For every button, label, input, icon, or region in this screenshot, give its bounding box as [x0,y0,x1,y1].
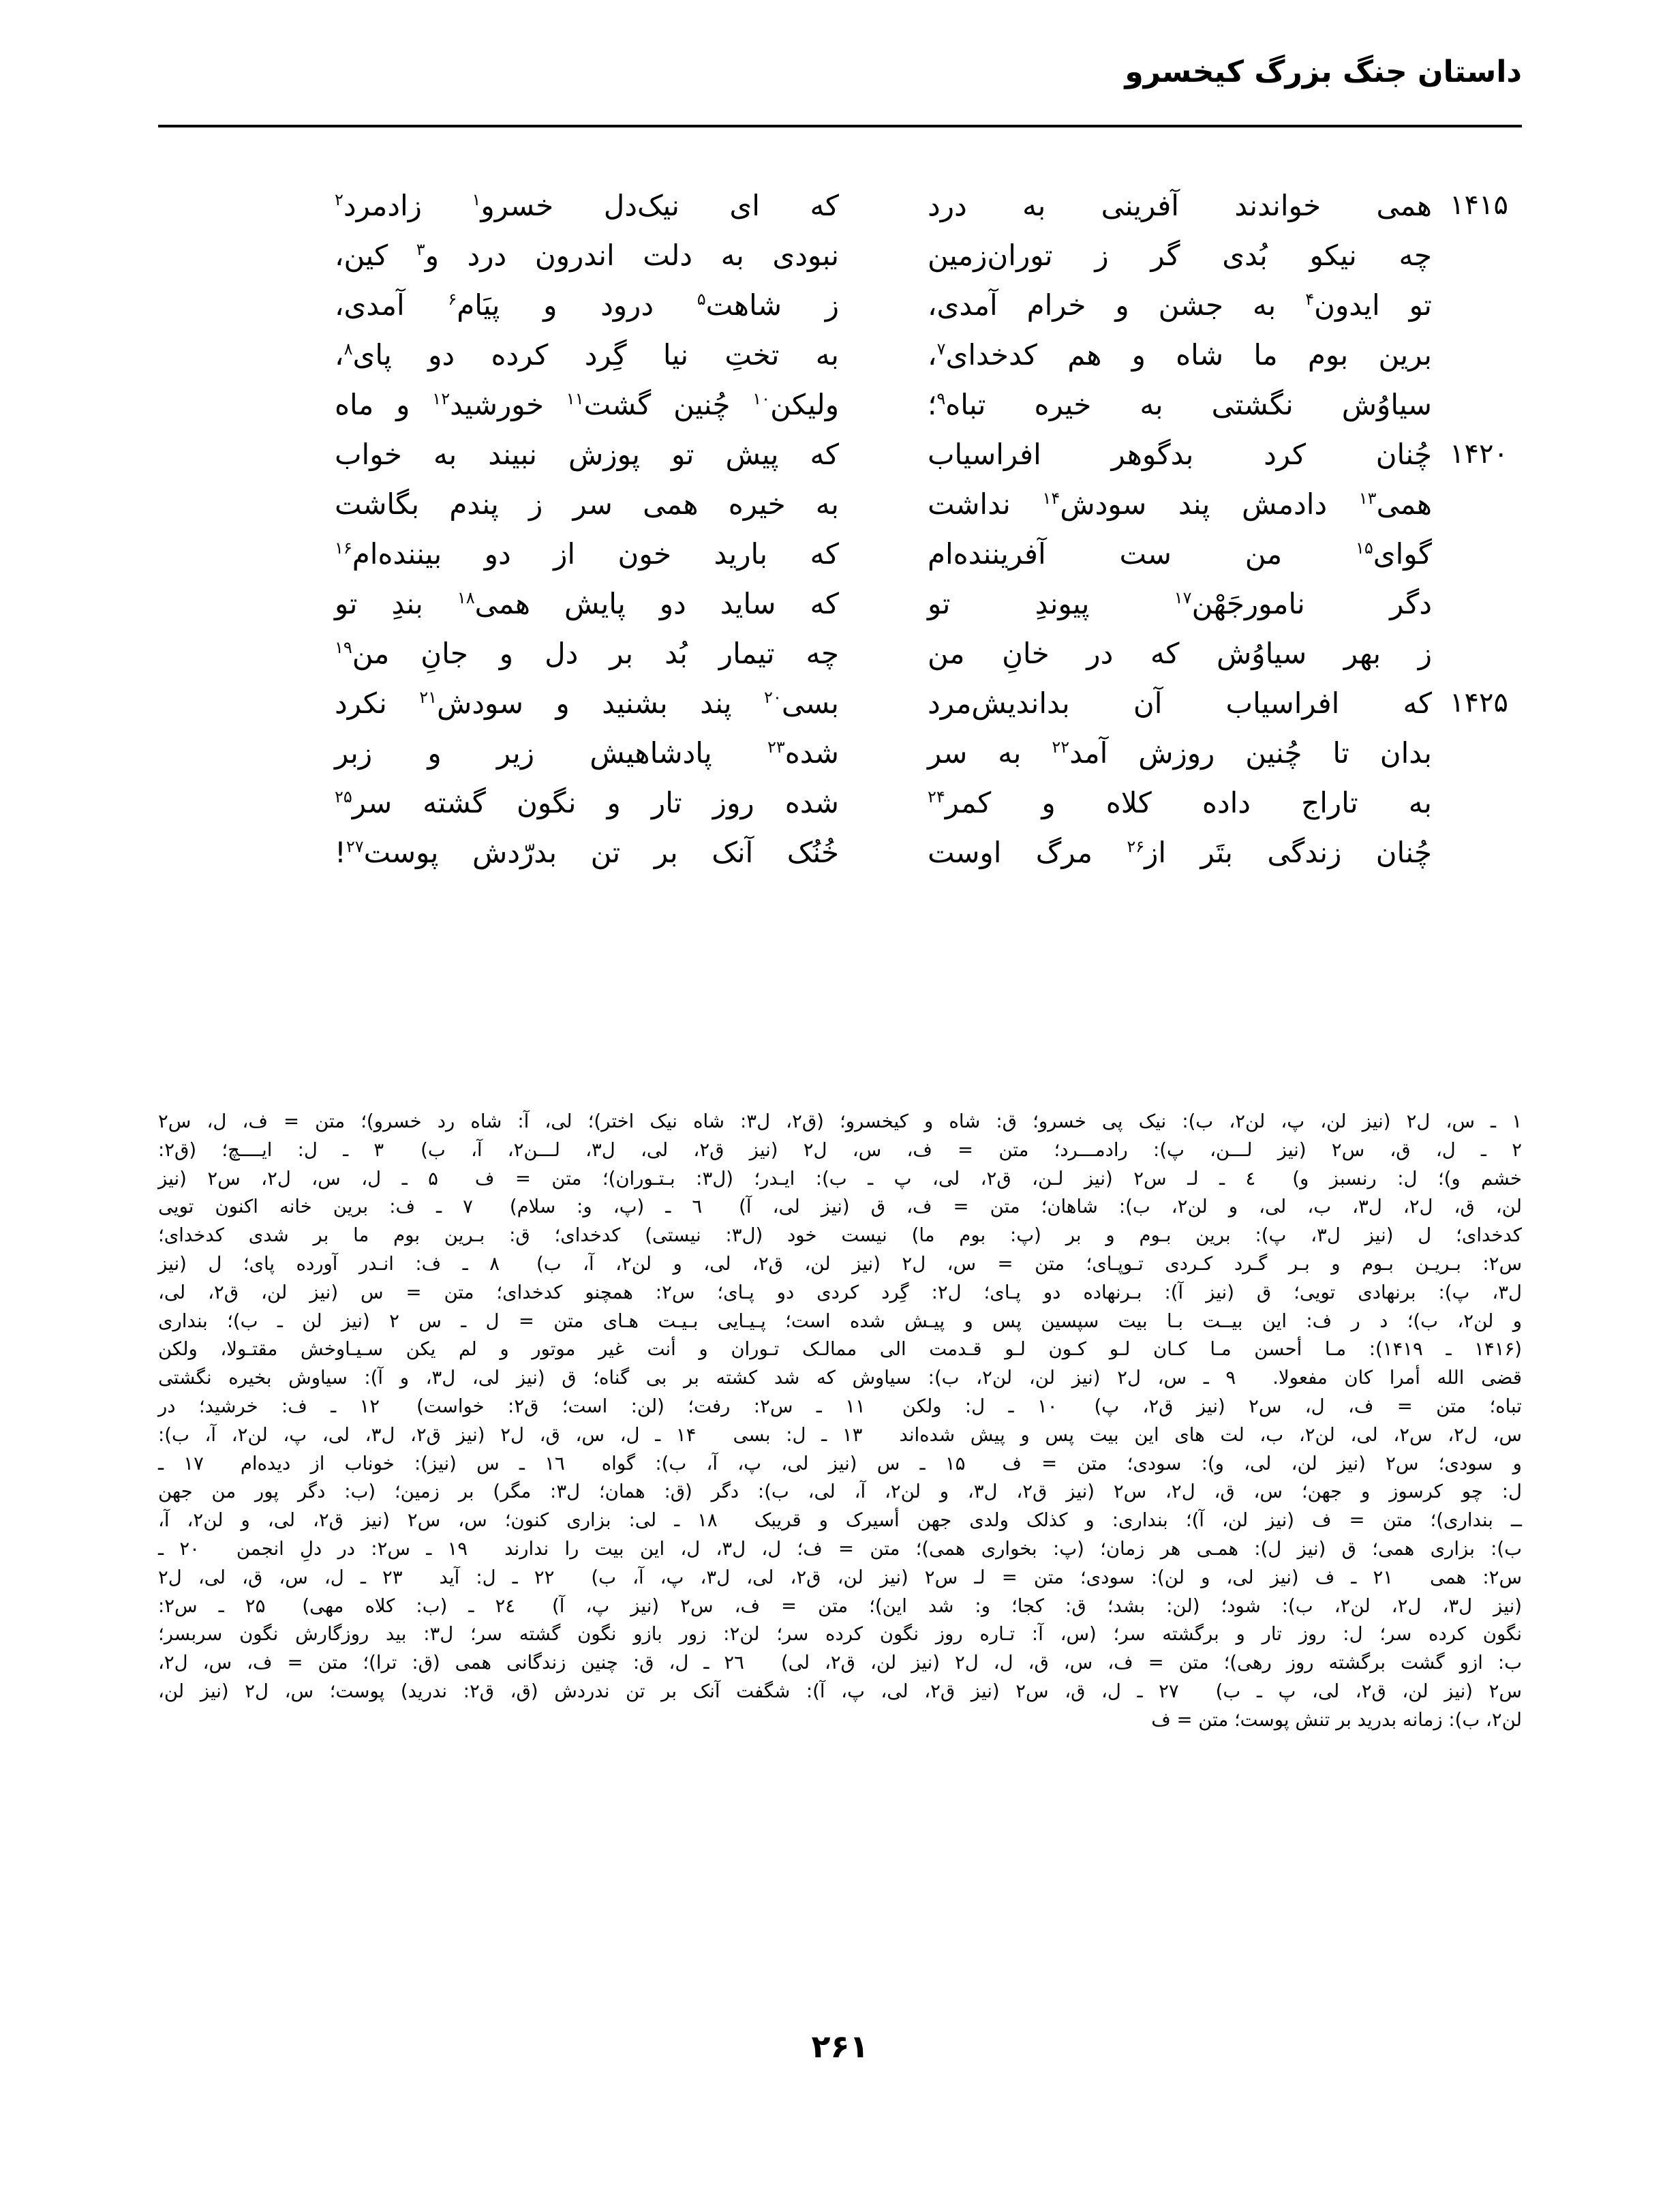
footnote-marker: ۲۴ [928,787,945,806]
apparatus-line: س۲: بـریـن بـوم و بـر گـرد کـردی تـوپـای؛ متن = س، ل۲ (نیز لن، ق۲، لی، و لن۲، آ، ب)۸ ـ ف: انـدر آورده پای؛ ل (نیز [158,1252,1523,1275]
hemistich-right: چُنان کرد بدگوهر افراسیاب [928,438,1432,471]
hemistich-left: به خیره همی سر ز پندم بگاشت [335,487,839,521]
apparatus-line: ۱ ـ س، ل۲ (نیز لن، پ، لن۲، ب): نیک پی خسرو؛ ق: شاه و کیخسرو؛ (ق۲، ل۳: شاه نیک اختر)؛ لی، آ: شاه رد خسرو)؛ متن = ف، ل، س۲ [158,1110,1522,1132]
hemistich-right: همی$^{۱۳}$ دادمش پند سودش$^{۱۴}$ نداشت [928,487,1432,521]
hemistich-right: که افراسیاب آن بداندیش‌مرد [928,686,1432,720]
running-head [158,53,1522,128]
footnote-marker: ۱۱ [566,389,584,408]
verse-couplet [158,280,1522,330]
footnote-marker: ۲۶ [1127,837,1145,856]
hemistich-left: ولیکن$^{۱۰}$ چُنین گشت$^{۱۱}$ خورشید$^{۱۲}$ و ماه [335,388,839,421]
footnote-marker: ۱۶ [335,539,352,558]
verse-couplet [158,678,1522,728]
apparatus-line: (۱۴۱۶ ـ ۱۴۱۹): مـا أحسن مـا کـان لـو کـون لـو قـدمت الی ممالـک تـوران و أنت غیر موتور و لم یکن سـیـاوخش مقتـولا، ولکن [158,1338,1522,1361]
verse-couplet [158,479,1522,529]
footnote-marker: ۳ [416,240,425,259]
hemistich-left: بسی$^{۲۰}$ پند بشنید و سودش$^{۲۱}$ نکرد [335,686,839,720]
footnote-marker: ۱۰ [752,389,771,408]
apparatus-line: و سودی؛ س۲ (نیز لن، لی، و): سودی؛ متن = ف۱۵ ـ س (نیز لی، پ، آ، ب): گواه۱٦ ـ س (نیز): خوناب از دیده‌ام۱۷ ـ [158,1452,1522,1474]
verse-couplet [158,181,1522,230]
hemistich-right: بدان تا چُنین روزش آمد$^{۲۲}$ به سر [928,736,1432,770]
hemistich-left: که بارید خون از دو بیننده‌ام$^{۱۶}$ [335,537,839,571]
footnote-marker: ۲۱ [419,688,438,707]
apparatus-line: س۲ (نیز لن، ق۲، لی، پ ـ ب)۲۷ ـ ل، ق، س۲ (نیز ق۲، لی، پ، آ): شگفت آنک بر تن ندردش (ق، ق۲: ندرید) پوست؛ س، ل۲ (نیز لن، [158,1680,1522,1702]
apparatus-line: (نیز ل۳، ل۲، لن۲، ب): شود؛ (لن: بشد؛ ق: کجا؛ و: شد این)؛ متن = ف، س۲ (نیز پ، آ)۲٤ ـ (ب: کلاه مهی)۲۵ ـ س۲: [158,1594,1523,1617]
footnote-marker: ۲۰ [764,688,782,707]
hemistich-right: دگر نامورجَهْن$^{۱۷}$ پیوندِ تو [928,587,1432,620]
apparatus-line: ل۳، پ): برنهادی تویی؛ ق (نیز آ): بـرنهاده دو پـای؛ ل۲: گِرد کردی دو پـای؛ س۲: همچنو کدخدای؛ متن = س (نیز لن، ق۲، لی، [158,1281,1522,1303]
hemistich-right: تو ایدون$^۴$ به جشن و خرام آمدی، [928,288,1432,322]
hemistich-right: چه نیکو بُدی گر ز توران‌زمین [928,239,1432,272]
apparatus-line: لن۲، ب): زمانه بدرید بر تنش پوست؛ متن = ف [1151,1708,1522,1731]
hemistich-right: برین بوم ما شاه و هم کدخدای$^۷$، [928,338,1432,372]
hemistich-left: نبودی به دلت اندرون درد و$^۳$ کین، [335,239,840,272]
apparatus-line: لن، ق، ل۲، ل۳، ب، لی، و لن۲، ب): شاهان؛ متن = ف، ق (نیز لی، آ)٦ ـ (پ، و: سلام)۷ ـ ف: برین خانه اکنون تویی [158,1196,1522,1218]
apparatus-line: قضی الله أمرا کان مفعولا.۹ ـ س، ل۲ (نیز لن، لن۲، ب): سیاوش که شد کشته بر بی گناه؛ ق (نیز لی، ل۳، و آ): سیاوش بخیره نگشتی [158,1367,1522,1389]
hemistich-right: گوای$^{۱۵}$ من ست آفریننده‌ام [928,537,1432,571]
hemistich-right: چُنان زندگی بتَر از$^{۲۶}$ مرگ اوست [928,836,1432,869]
verse-couplet [158,579,1522,629]
apparatus-line: ۲ ـ ل، ق، س۲ (نیز لـــن، پ): رادمـــرد؛ متن = ف، س، ل۲ (نیز ق۲، لی، ل۳، لـــن۲، آ، ب)۳ ـ ل: ایــــچ؛ (ق۲: [158,1138,1522,1161]
hemistich-left: خُنُک آنک بر تن بدرّدش پوست$^{۲۷}$! [335,836,839,869]
apparatus-line: ــ بنداری)؛ متن = ف (نیز لن، آ)؛ بنداری: و کذلک ولدی جهن أسیرک و قریبک۱۸ ـ لی: بزاری کنون؛ س، س۲ (نیز ق۲، لی، و لن۲، آ، [158,1509,1522,1532]
verse-couplet [158,380,1522,429]
verse-couplet [158,629,1522,678]
verse-block [158,181,1522,877]
footnote-marker: ۴ [1305,290,1315,309]
hemistich-left: که ای نیک‌دل خسرو$^۱$ زادمرد$^۲$ [335,189,839,222]
footnote-marker: ۲۷ [346,837,364,856]
hemistich-left: که پیش تو پوزش نبیند به خواب [335,438,839,471]
apparatus-line: کدخدای؛ ل (نیز ل۳، پ): برین بـوم و بر (پ: بوم ما) نیست خود (ل۳: نیستی) کدخدای؛ ق: بـرین بوم ما بر شدی کدخدای؛ [158,1224,1522,1247]
footnote-marker: ۱۵ [1355,539,1373,558]
apparatus-line: ب): بزاری همی؛ ق (نیز ل): همـی هر زمان؛ (پ: بخواری همی)؛ متن = ف؛ ل، ل۳، ل، این بیت را ندارند۱۹ ـ س۲: در دلِ انجمن۲۰ ـ [158,1537,1523,1560]
verse-couplet [158,529,1522,579]
apparatus-line: س، ل۲، س۲، لی، لن۲، ب، لت های این بیت پس و پیش شده‌اند۱۳ ـ ل: بسی۱۴ ـ ل، س، ق، ل۲ (نیز ق۲، ل۳، لی، پ، لن۲، آ، ب): [158,1423,1523,1446]
hemistich-left: شده روز تار و نگون گشته سر$^{۲۵}$ [335,786,839,819]
footnote-marker: ۱۸ [457,588,475,607]
verse-couplet [158,778,1522,828]
footnote-marker: ۱۲ [432,389,450,408]
footnote-marker: ۲ [335,190,343,209]
apparatus-line: ب: ازو گشت برگشته روز رهی)؛ متن = ف، س، ق، ل، ل۲ (نیز لن، ق۲، لی)۲٦ ـ ل، ق: چنین زندگانی همی (ق: ترا)؛ متن = ف، س، ل۲، [158,1652,1522,1674]
footnote-marker: ۱ [472,190,481,209]
hemistich-right: سیاوُش نگشتی به خیره تباه$^۹$؛ [928,388,1432,421]
running-head-title: داستان جنگ بزرگ کیخسرو [1125,55,1522,89]
apparatus-line: س۲: همی۲۱ ـ ف (نیز لی، و لن): سودی؛ متن = لـ س۲ (نیز لن، ق۲، لی، ل۳، پ، آ، ب)۲۲ ـ ل: آید۲۳ ـ ل، س، ق، لی، ل۲ [158,1566,1523,1588]
hemistich-right: به تاراج داده کلاه و کمر$^{۲۴}$ [928,786,1432,819]
header-rule [158,125,1522,127]
hemistich-right: همی خواندند آفرینی به درد [928,189,1432,222]
page-number: ۲۶۱ [811,2028,869,2065]
verse-couplet [158,230,1522,280]
apparatus-line: خشم و)؛ ل: رنسبز و)٤ ـ لـ س۲ (نیز لـن، ق۲، لی، پ ـ ب): ایـدر؛ (ل۳: بـتـوران)؛ متن = ف۵ ـ ل، س، ل۲، س۲ (نیز [158,1167,1522,1190]
hemistich-left: شده$^{۲۳}$ پادشاهیش زیر و زبر [335,736,839,770]
footnote-marker: ۲۵ [335,787,352,806]
footnote-marker: ۹ [936,389,946,408]
footnote-marker: ۱۹ [335,638,352,657]
apparatus-line: تباه؛ متن = ف، ل، س۲ (نیز ق۲، پ)۱۰ ـ ل: ولکن۱۱ ـ س۲: رفت؛ (لن: است؛ ق۲: خواست)۱۲ ـ ف: خرشید؛ در [158,1395,1522,1417]
footnote-marker: ۶ [448,290,457,309]
hemistich-left: ز شاهت$^۵$ درود و پیَام$^۶$ آمدی، [335,288,839,322]
verse-couplet [158,728,1522,778]
footnote-marker: ۱۷ [1174,588,1192,607]
footnote-marker: ۲۳ [767,738,785,757]
apparatus-line: نگون کرده سر؛ ل: روز تار و برگشته سر؛ (س، آ: تـاره روز نگون کرده سر؛ لن۲: زور بازو نگون گشته سر؛ ل۳: بید روزگارش نگون سربسر؛ [158,1623,1522,1646]
footnote-marker: ۵ [697,290,706,309]
hemistich-left: به تختِ نیا گِرد کرده دو پای$^۸$، [335,338,839,372]
apparatus-line: و لن۲، ب)؛ د ر ف: این بیــت بـا بیت سپسین پس و پیـش شده است؛ پـیـایی بـیـت هـای متن = ل ـ س ۲ (نیز لن ـ ب)؛ بنداری [158,1310,1522,1332]
verse-number: ۱۴۲۵ [1450,687,1508,718]
footnote-marker: ۲۲ [1052,738,1070,757]
verse-couplet [158,828,1522,877]
critical-apparatus [158,1108,1522,1735]
footnote-marker: ۸ [343,339,353,359]
hemistich-left: چه تیمار بُد بر دل و جانِ من$^{۱۹}$ [335,637,839,670]
apparatus-line: ل: چو کرسوز و جهن؛ س، ق، ل۲، س۲ (نیز ق۲، ل۳، و لن۲، آ، لی، ب): دگر (ق: همان؛ ل۳: مگر) بر زمین؛ (ب: دگر پور من جهن [158,1481,1522,1503]
verse-number: ۱۴۲۰ [1450,438,1508,470]
verse-number: ۱۴۱۵ [1450,190,1508,221]
footnote-marker: ۱۳ [1358,489,1377,508]
footnote-marker: ۷ [936,339,946,359]
verse-couplet [158,330,1522,380]
footnote-marker: ۱۴ [1042,489,1060,508]
hemistich-right: ز بهر سیاوُش که در خانِ من [928,637,1432,670]
verse-couplet [158,429,1522,479]
hemistich-left: که ساید دو پایش همی$^{۱۸}$ بندِ تو [335,587,839,620]
